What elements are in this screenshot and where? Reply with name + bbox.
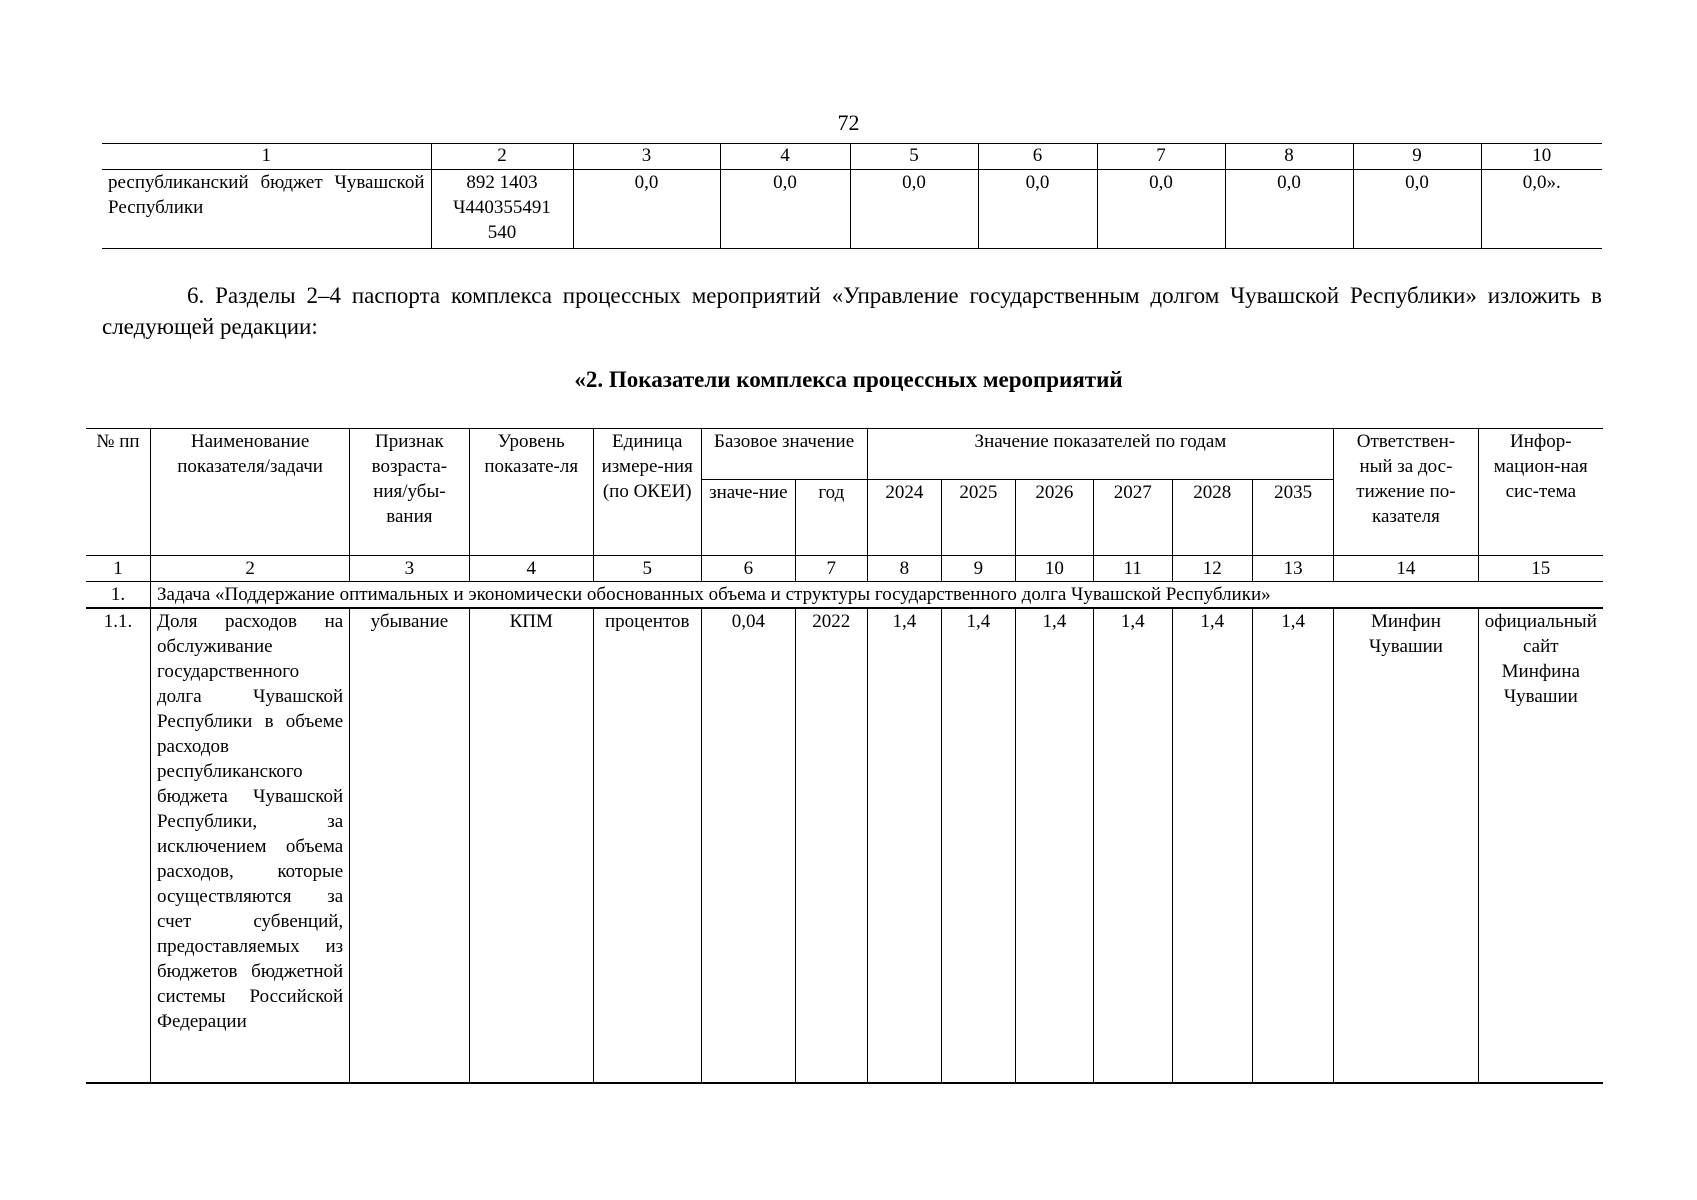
header-base: Базовое значение xyxy=(701,429,867,480)
row-number: 1.1. xyxy=(86,608,151,1083)
col-number: 10 xyxy=(1015,556,1093,582)
col-number: 14 xyxy=(1334,556,1478,582)
indicator-value: 1,4 xyxy=(1015,608,1093,1083)
indicator-base-value: 0,04 xyxy=(701,608,795,1083)
table-header-row xyxy=(86,429,1603,480)
header-sign: Признак возраста-ния/убы-вания xyxy=(350,429,469,556)
col-number: 8 xyxy=(867,556,942,582)
indicator-value: 1,4 xyxy=(942,608,1016,1083)
header-unit: Единица измере-ния (по ОКЕИ) xyxy=(593,429,701,556)
header-base-year: год xyxy=(796,480,868,556)
task-text: Задача «Поддержание оптимальных и экономически обоснованных объема и структуры государственного долга Чувашской Республики» xyxy=(151,582,1603,609)
indicator-info-system: официальный сайт Минфина Чувашии xyxy=(1478,608,1603,1083)
task-number: 1. xyxy=(86,582,151,609)
header-info-system: Инфор-мацион-ная сис-тема xyxy=(1478,429,1603,556)
header-year: 2026 xyxy=(1015,480,1093,556)
indicator-sign: убывание xyxy=(350,608,469,1083)
header-year: 2028 xyxy=(1172,480,1252,556)
col-number: 5 xyxy=(850,144,978,170)
budget-value: 0,0 xyxy=(850,170,978,249)
budget-value: 0,0 xyxy=(1097,170,1225,249)
col-number: 10 xyxy=(1481,144,1602,170)
col-number: 8 xyxy=(1225,144,1353,170)
header-base-value: значе-ние xyxy=(701,480,795,556)
col-number: 13 xyxy=(1252,556,1333,582)
budget-value: 0,0 xyxy=(720,170,850,249)
header-year: 2024 xyxy=(867,480,942,556)
col-number: 2 xyxy=(431,144,573,170)
col-number: 7 xyxy=(1097,144,1225,170)
budget-code-line: 540 xyxy=(487,222,517,243)
budget-value: 0,0 xyxy=(1353,170,1481,249)
col-number: 15 xyxy=(1478,556,1603,582)
budget-code xyxy=(431,170,573,249)
col-number: 1 xyxy=(86,556,151,582)
col-number: 9 xyxy=(942,556,1016,582)
budget-label: республиканский бюджет Чувашской Республики xyxy=(102,170,431,249)
table-row xyxy=(102,170,1602,249)
header-num: № пп xyxy=(86,429,151,556)
budget-value: 0,0 xyxy=(573,170,720,249)
col-number: 4 xyxy=(469,556,593,582)
col-number: 9 xyxy=(1353,144,1481,170)
budget-code-line: Ч440355491 xyxy=(453,197,551,218)
indicator-value: 1,4 xyxy=(1172,608,1252,1083)
page-number: 72 xyxy=(837,110,860,135)
header-values-by-year: Значение показателей по годам xyxy=(867,429,1334,480)
budget-value: 0,0». xyxy=(1481,170,1602,249)
table-header-row xyxy=(102,144,1602,170)
indicator-base-year: 2022 xyxy=(796,608,868,1083)
amendment-paragraph: 6. Разделы 2–4 паспорта комплекса процессных мероприятий «Управление государственным долгом Чувашской Республики» изложить в следующей редакции: xyxy=(102,283,1602,339)
col-number: 1 xyxy=(102,144,431,170)
budget-table xyxy=(102,143,1602,249)
col-number: 5 xyxy=(593,556,701,582)
indicator-name: Доля расходов на обслуживание государственного долга Чувашской Республики в объеме расходов республиканского бюджета Чувашской Республики, за исключением объема расходов, которые осуществляются за счет субвенций, предоставляемых из бюджетов бюджетной системы Российской Федерации xyxy=(151,608,350,1083)
header-name: Наименование показателя/задачи xyxy=(151,429,350,556)
column-numbers-row xyxy=(86,556,1603,582)
budget-value: 0,0 xyxy=(978,170,1097,249)
col-number: 12 xyxy=(1172,556,1252,582)
table-row xyxy=(86,608,1603,1083)
budget-value: 0,0 xyxy=(1225,170,1353,249)
header-year: 2025 xyxy=(942,480,1016,556)
col-number: 3 xyxy=(573,144,720,170)
col-number: 4 xyxy=(720,144,850,170)
budget-code-line: 892 1403 xyxy=(466,172,538,193)
indicator-responsible: Минфин Чувашии xyxy=(1334,608,1478,1083)
indicator-value: 1,4 xyxy=(1094,608,1172,1083)
col-number: 11 xyxy=(1094,556,1172,582)
task-row xyxy=(86,582,1603,609)
indicators-table xyxy=(86,428,1603,1084)
col-number: 7 xyxy=(796,556,868,582)
header-level: Уровень показате-ля xyxy=(469,429,593,556)
col-number: 6 xyxy=(978,144,1097,170)
col-number: 2 xyxy=(151,556,350,582)
header-year: 2035 xyxy=(1252,480,1333,556)
col-number: 3 xyxy=(350,556,469,582)
header-year: 2027 xyxy=(1094,480,1172,556)
indicator-value: 1,4 xyxy=(867,608,942,1083)
header-responsible: Ответствен-ный за дос-тижение по-казателя xyxy=(1334,429,1478,556)
indicator-unit: процентов xyxy=(593,608,701,1083)
section-title: «2. Показатели комплекса процессных мероприятий xyxy=(574,367,1123,392)
col-number: 6 xyxy=(701,556,795,582)
indicator-level: КПМ xyxy=(469,608,593,1083)
indicator-value: 1,4 xyxy=(1252,608,1333,1083)
